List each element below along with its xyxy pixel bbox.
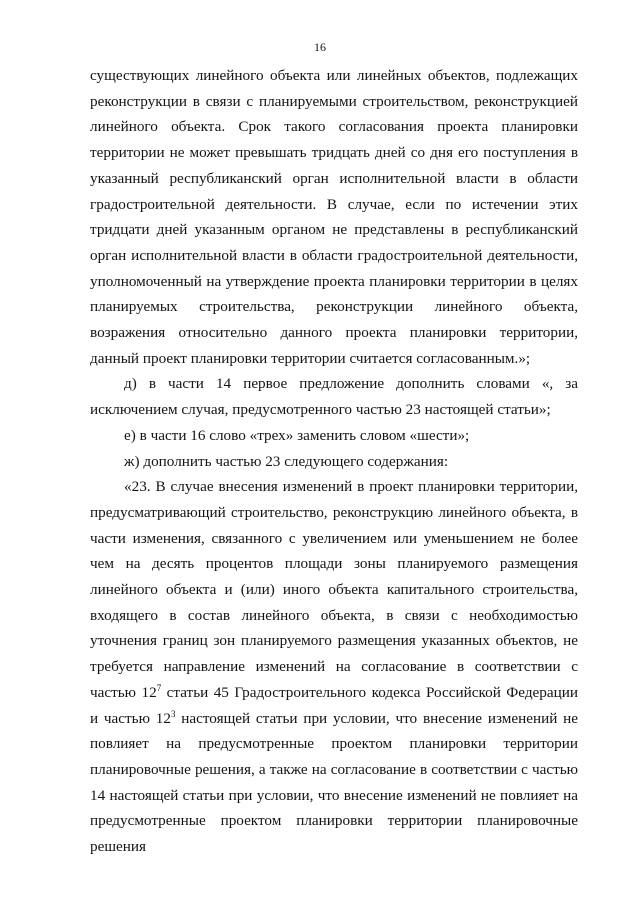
part-23-text-3: настоящей статьи при условии, что внесение изменений не повлияет на предусмотренные проектом планировки территории планировочные решения, а также на согласование в соответствии с частью 14 настоящей статьи при условии, что внесение изменений не повлияет на предусмотренные проектом планировки территории планировочные решения [90,709,578,856]
page-number: 16 [314,40,326,54]
paragraph-continuation: существующих линейного объекта или линейных объектов, подлежащих реконструкции в связи с планируемыми строительством, реконструкцией линейного объекта. Срок такого согласования проекта планировки территории не может превышать тридцать дней со дня его поступления в указанный республиканский орган исполнительной власти в области градостроительной деятельности. В случае, если по истечении этих тридцати дней указанным органом не представлены в республиканский орган исполнительной власти в области градостроительной деятельности, уполномоченный на утверждение проекта планировки территории в целях планируемых строительства, реконструкции линейного объекта, возражения относительно данного проекта планировки территории, данный проект планировки территории считается согласованным.»; [90,67,578,367]
paragraph-item-e: е) в части 16 слово «трех» заменить словом «шести»; [124,426,470,444]
paragraph-part-23 [90,474,578,860]
paragraph-item-zh: ж) дополнить частью 23 следующего содержания: [124,452,449,470]
superscript-7: 7 [156,682,162,693]
part-23-text-2: статьи 45 Градостроительного кодекса Российской Федерации и частью 12 [90,683,579,727]
superscript-3: 3 [170,708,176,719]
document-body [90,63,578,860]
part-23-text-1: «23. В случае внесения изменений в проект планировки территории, предусматривающий строительство, реконструкцию линейного объекта, в части изменения, связанного с увеличением или уменьшением не более чем на десять процентов площади зоны планируемого размещения линейного объекта и (или) иного объекта капитального строительства, входящего в состав линейного объекта, в связи с необходимостью уточнения границ зон планируемого размещения указанных объектов, не требуется направление изменений на согласование в соответствии с частью 12 [90,478,578,701]
paragraph-item-d: д) в части 14 первое предложение дополнить словами «, за исключением случая, предусмотренного частью 23 настоящей статьи»; [90,375,578,419]
